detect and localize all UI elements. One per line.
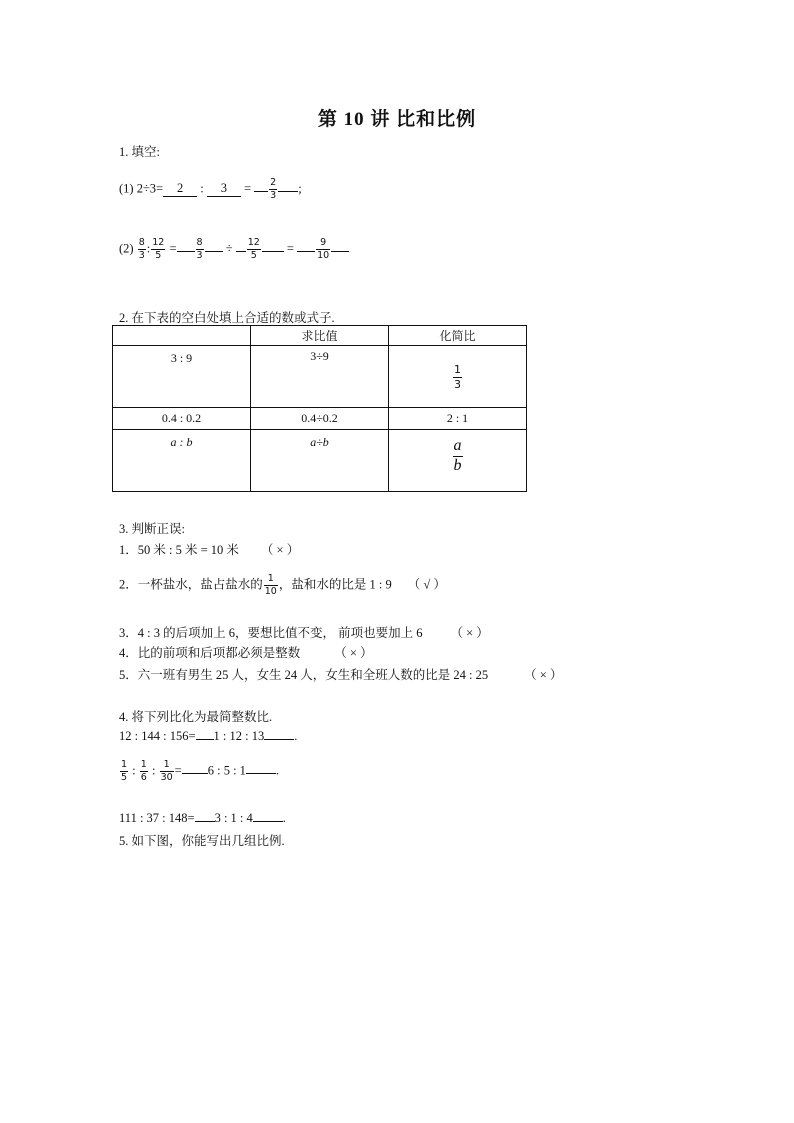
q1-l1-colon: : (197, 181, 207, 196)
q4-heading: 4. 将下列比化为最简整数比. (119, 710, 273, 724)
q1-l2-answer-fraction-3 (316, 238, 330, 261)
q4-l3-end: . (282, 811, 286, 825)
table-header-row (113, 326, 527, 346)
q2-heading: 2. 在下表的空白处填上合适的数或式子. (119, 311, 335, 325)
fraction-denominator: 30 (160, 771, 173, 783)
q1-l1-fraction (269, 178, 277, 201)
table-row (113, 346, 527, 408)
fraction-numerator: 12 (247, 237, 260, 248)
fraction-denominator: 10 (317, 249, 330, 261)
q3-item-text: 1．50 米 : 5 米 = 10 米 (119, 543, 239, 557)
q3-item-answer[interactable]: （ √ ） (407, 577, 446, 592)
q1-l1-end: ; (298, 181, 302, 196)
fraction-denominator: 5 (121, 771, 128, 783)
q4-l2-answer[interactable]: 6 : 5 : 1 (207, 763, 246, 778)
fraction-numerator: 1 (140, 759, 147, 770)
table-header-cell: 化简比 (389, 326, 527, 346)
q4-l2-fraction-1 (120, 760, 128, 783)
q1-l2-answer-fraction-1 (196, 238, 204, 261)
ratio-cell: 3 : 9 (113, 346, 251, 408)
simplified-cell[interactable]: 2 : 1 (389, 408, 527, 430)
ratio-cell: a : b (113, 430, 251, 492)
fraction-numerator: 8 (138, 237, 145, 248)
q4-l3-blank-trail[interactable] (253, 821, 283, 822)
q1-l1-label: (1) 2÷3= (119, 181, 164, 196)
q1-l2-fraction-2 (151, 238, 165, 261)
q4-l3-text: 111 : 37 : 148= (119, 811, 195, 825)
fraction-denominator: 3 (196, 249, 203, 261)
fraction-numerator: a (453, 438, 463, 457)
fraction-numerator: 1 (454, 363, 461, 376)
simplified-cell[interactable] (389, 346, 527, 408)
q4-line-2 (119, 760, 279, 783)
q4-l2-sep: : (129, 763, 139, 778)
q1-l2-answer-fraction-2 (247, 238, 261, 261)
fraction-numerator: 9 (316, 238, 330, 250)
q1-l2-blank-3-trail[interactable] (331, 251, 349, 252)
q3-item-5 (119, 665, 562, 683)
q1-l1-eq: = (240, 181, 255, 196)
fraction-numerator: 1 (121, 759, 128, 770)
simplified-cell[interactable] (389, 430, 527, 492)
fraction-denominator: 10 (264, 585, 277, 597)
fraction-numerator: 2 (270, 177, 277, 188)
q3-item-fraction (264, 574, 278, 597)
q3-heading: 3. 判断正误: (119, 522, 185, 536)
ratio-cell: 0.4 : 0.2 (113, 408, 251, 430)
value-cell[interactable]: a÷b (251, 430, 389, 492)
q4-line-1: 12 : 144 : 156= 1 : 12 : 13 . (119, 729, 298, 743)
q3-item-answer[interactable]: （ × ） (260, 543, 300, 557)
q3-item-3 (119, 623, 489, 641)
table-header-cell: 求比值 (251, 326, 389, 346)
q3-item-text: 3．4 : 3 的后项加上 6，要想比值不变， 前项也要加上 6 (119, 626, 423, 640)
q3-item-answer[interactable]: （ × ） (450, 626, 489, 640)
fraction-numerator: 8 (196, 237, 203, 248)
q1-line-2 (119, 238, 349, 261)
ratio-table (112, 325, 527, 492)
page-title: 第 10 讲 比和比例 (317, 109, 477, 130)
table-row (113, 430, 527, 492)
q1-l2-colon: : (146, 241, 151, 256)
table-header-cell (113, 326, 251, 346)
q1-l2-label: (2) (119, 241, 137, 256)
q3-item-answer[interactable]: （ × ） (334, 646, 373, 660)
q1-heading: 1. 填空: (119, 145, 160, 159)
q1-line-1 (119, 178, 302, 201)
value-cell[interactable]: 0.4÷0.2 (251, 408, 389, 430)
q1-l2-eq2: = (283, 241, 298, 256)
q4-l3-answer[interactable]: 3 : 1 : 4 (214, 811, 253, 825)
q3-item-4 (119, 643, 373, 661)
q4-l1-blank-trail[interactable] (264, 739, 294, 740)
q4-l1-blank-lead[interactable] (196, 739, 214, 740)
q4-l2-end: . (275, 763, 280, 778)
q1-l2-blank-2-lead[interactable] (236, 251, 246, 252)
q4-l2-fraction-2 (140, 760, 148, 783)
q5-heading: 5. 如下图，你能写出几组比例. (119, 834, 285, 848)
fraction-numerator: 1 (264, 574, 278, 586)
q3-item-text: 4．比的前项和后项都必须是整数 (119, 646, 301, 660)
q3-item-text: 5．六一班有男生 25 人，女生 24 人，女生和全班人数的比是 24 : 25 (119, 668, 489, 682)
fraction-denominator: 5 (250, 249, 257, 261)
q3-item-text-post: ，盐和水的比是 1 : 9 (278, 577, 392, 592)
q4-l1-text: 12 : 144 : 156= (119, 729, 196, 743)
fraction-denominator: 6 (140, 771, 147, 783)
q3-item-answer[interactable]: （ × ） (524, 668, 563, 682)
fraction-numerator: 12 (152, 237, 165, 248)
fraction-denominator: b (453, 456, 462, 474)
q4-l2-fraction-3 (160, 760, 174, 783)
q1-l1-blank-3-trail[interactable] (278, 191, 298, 192)
q4-l3-blank-lead[interactable] (195, 821, 215, 822)
q1-l2-blank-1-lead[interactable] (177, 251, 195, 252)
q4-l2-sep: : (148, 763, 159, 778)
fraction-denominator: 3 (270, 189, 277, 201)
q1-l2-blank-3-lead[interactable] (297, 251, 315, 252)
q3-item-text: 2．一杯盐水，盐占盐水的 (119, 577, 263, 592)
q3-item-1 (119, 540, 299, 558)
q3-item-2 (119, 574, 446, 597)
q4-l2-blank-trail[interactable] (246, 773, 276, 774)
table-row (113, 408, 527, 430)
q1-l2-eq: = (166, 241, 177, 256)
q4-l2-eq: = (174, 763, 182, 778)
q4-line-3 (119, 811, 286, 826)
simplified-fraction (453, 438, 463, 475)
fraction-denominator: 5 (155, 249, 162, 261)
fraction-numerator: 1 (160, 760, 174, 772)
simplified-fraction (453, 364, 462, 390)
q4-l2-blank-lead[interactable] (182, 773, 208, 774)
q1-l2-blank-2-trail[interactable] (262, 251, 284, 252)
q1-l2-blank-1-trail[interactable] (205, 251, 223, 252)
q1-l2-fraction-1 (138, 238, 146, 261)
q1-l1-blank-3-lead[interactable] (254, 191, 268, 192)
q1-l2-div: ÷ (222, 241, 236, 256)
value-cell[interactable]: 3÷9 (251, 346, 389, 408)
fraction-denominator: 3 (454, 377, 461, 391)
q1-l1-blank-2[interactable]: 3 (207, 181, 241, 197)
fraction-denominator: 3 (138, 249, 145, 261)
q4-l1-answer[interactable]: 1 : 12 : 13 (213, 729, 265, 743)
q1-l1-blank-1[interactable]: 2 (163, 181, 197, 197)
